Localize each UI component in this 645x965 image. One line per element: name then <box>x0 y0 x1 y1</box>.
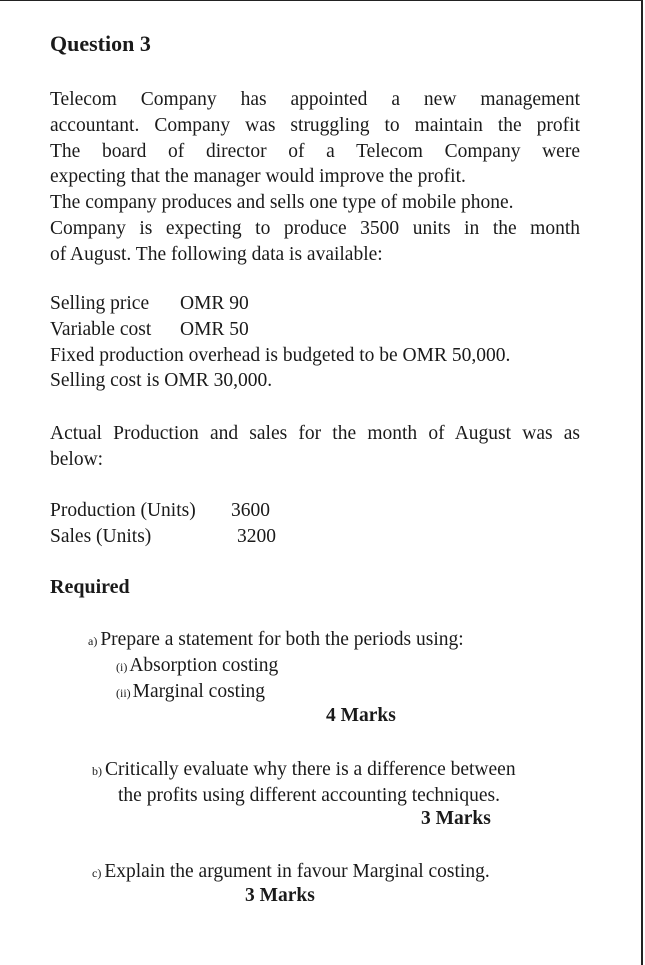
part-a-sub-i <box>116 653 278 681</box>
cost-value: OMR 90 <box>180 293 249 314</box>
cost-label: Variable cost <box>50 318 152 340</box>
required-heading: Required <box>50 576 130 598</box>
actual-data-block <box>50 498 580 550</box>
part-b-marks: 3 Marks <box>421 808 491 829</box>
actual-intro-line: below: <box>50 448 104 470</box>
fixed-overhead-text: Fixed production overhead is budgeted to be OMR 50,000. <box>50 344 511 366</box>
sub-item-label: (ii) <box>116 686 131 700</box>
sub-item-text: Marginal costing <box>132 681 266 702</box>
cost-row-selling-price <box>50 291 580 317</box>
cost-label: Selling price <box>50 293 150 314</box>
part-c-text: Explain the argument in favour Marginal costing. <box>104 861 490 882</box>
part-a-label: a) <box>88 634 98 648</box>
part-c-marks: 3 Marks <box>245 885 315 906</box>
part-a-marks: 4 Marks <box>326 705 396 726</box>
part-c-label: c) <box>92 866 102 880</box>
intro-line: of August. The following data is available: <box>50 243 383 265</box>
actual-value: 3200 <box>237 525 276 547</box>
part-a-sub-ii <box>116 679 265 707</box>
intro-line: Company is expecting to produce 3500 units in the month <box>50 217 580 239</box>
part-b-label: b) <box>92 764 102 778</box>
part-b-line1: Critically evaluate why there is a difference between <box>105 759 516 780</box>
actual-label: Sales (Units) <box>50 525 152 547</box>
question-title: Question 3 <box>50 31 151 56</box>
selling-cost-text: Selling cost is OMR 30,000. <box>50 370 273 392</box>
part-b <box>92 757 516 785</box>
part-a-text: Prepare a statement for both the periods using: <box>100 629 464 650</box>
cost-value: OMR 50 <box>180 318 249 340</box>
part-b-continued <box>118 783 500 809</box>
actual-intro-paragraph <box>50 421 580 473</box>
intro-line: expecting that the manager would improve the profit. <box>50 166 466 188</box>
actual-intro-line: Actual Production and sales for the month of August was as <box>50 423 580 444</box>
part-b-line2: the profits using different accounting techniques. <box>118 785 500 806</box>
part-c <box>92 859 490 887</box>
actual-value: 3600 <box>231 500 270 521</box>
intro-paragraph <box>50 87 580 268</box>
intro-line: accountant. Company was struggling to maintain the profit <box>50 114 580 136</box>
intro-line: The board of director of a Telecom Company were <box>50 140 580 162</box>
actual-label: Production (Units) <box>50 500 196 521</box>
sub-item-label: (i) <box>116 660 128 674</box>
part-a <box>88 627 464 655</box>
intro-line: The company produces and sells one type of mobile phone. <box>50 192 514 214</box>
actual-row-production <box>50 498 580 524</box>
intro-line: Telecom Company has appointed a new management <box>50 89 580 110</box>
sub-item-text: Absorption costing <box>129 655 279 676</box>
actual-row-sales <box>50 524 580 550</box>
cost-data-block <box>50 291 580 394</box>
cost-row-variable-cost <box>50 317 580 343</box>
